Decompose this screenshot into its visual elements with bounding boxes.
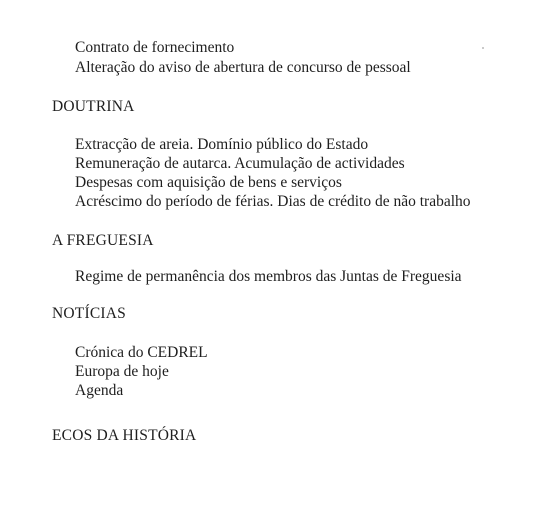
freguesia-item-1: Regime de permanência dos membros das Juntas de Freguesia (75, 268, 462, 285)
section-heading-noticias: NOTÍCIAS (52, 305, 126, 322)
doutrina-item-2: Remuneração de autarca. Acumulação de actividades (75, 155, 405, 172)
doutrina-item-4: Acréscimo do período de férias. Dias de crédito de não trabalho (75, 193, 471, 210)
section-heading-doutrina: DOUTRINA (52, 98, 135, 115)
noticias-item-3: Agenda (75, 382, 124, 399)
doutrina-item-1: Extracção de areia. Domínio público do Estado (75, 136, 369, 153)
noticias-item-1: Crónica do CEDREL (75, 344, 208, 361)
scan-speck (482, 47, 484, 49)
noticias-item-2: Europa de hoje (75, 363, 169, 380)
section-heading-ecos-da-historia: ECOS DA HISTÓRIA (52, 427, 197, 444)
section-heading-a-freguesia: A FREGUESIA (52, 232, 154, 249)
intro-item-alteracao: Alteração do aviso de abertura de concurso de pessoal (75, 59, 411, 76)
intro-item-contrato: Contrato de fornecimento (75, 39, 235, 56)
doutrina-item-3: Despesas com aquisição de bens e serviços (75, 174, 342, 191)
